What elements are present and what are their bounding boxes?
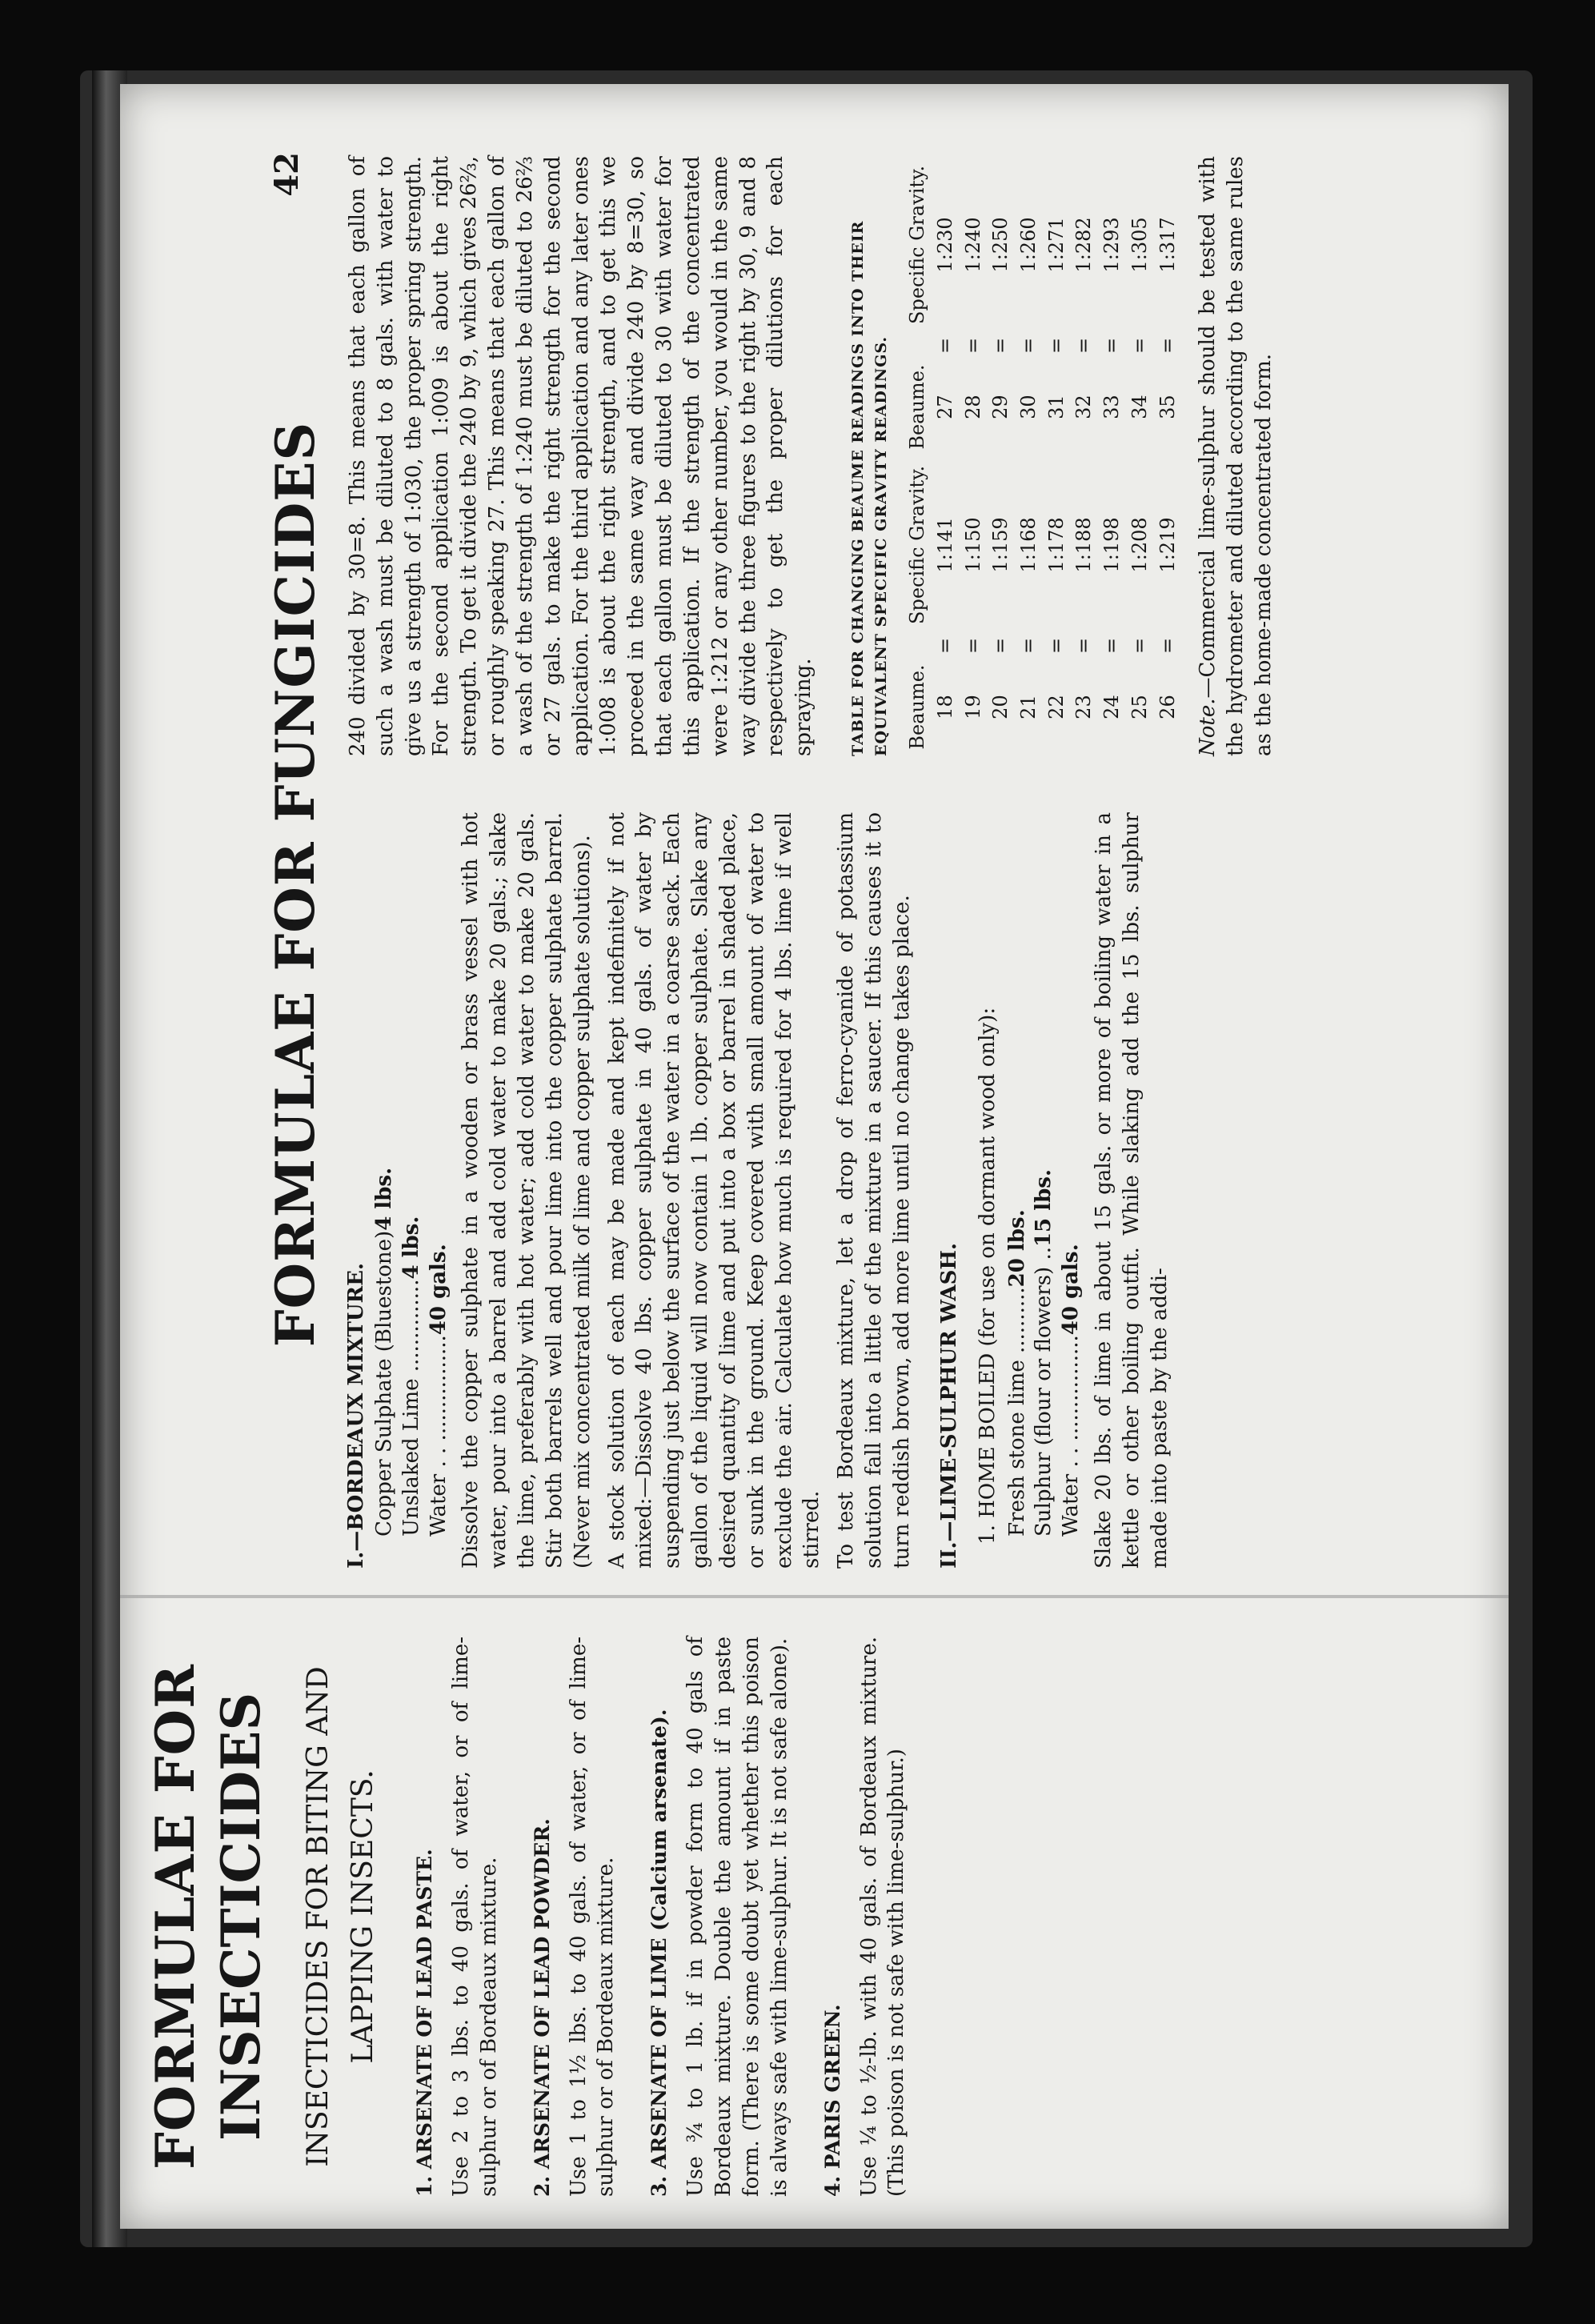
table-cell: 31 (1044, 395, 1068, 419)
table-cell: 1:250 (989, 217, 1012, 273)
table-row (960, 156, 988, 756)
beaume-table-title: TABLE FOR CHANGING BEAUME READINGS INTO THEIR EQUIVALENT SPECIFIC GRAVITY READINGS. (849, 220, 890, 756)
recipe-line: Fresh stone lime .......... 20 lbs. (1004, 1209, 1029, 1537)
column-header (904, 634, 932, 658)
table-cell: 28 (961, 395, 984, 419)
table-cell: 32 (1072, 395, 1096, 419)
table-cell: = (1044, 637, 1068, 655)
column-header: Beaume. (906, 664, 929, 750)
fungicides-panel (264, 152, 1276, 1569)
table-cell: = (961, 337, 984, 355)
table-cell: = (989, 337, 1012, 355)
table-row (1098, 156, 1126, 756)
note-text: —Commercial lime-sulphur should be tested with the hydrometer and diluted according to the same rules as the home-made concentrated form. (1196, 156, 1276, 756)
recipe-line: Unslaked Lime .............. 4 lbs. (399, 1216, 423, 1537)
table-cell: 1:188 (1072, 517, 1096, 573)
table-row (932, 156, 960, 756)
bordeaux-stock-solution: A stock solution of each may be made and kept indefinitely if not mixed:—Dissolve 40 lbs. copper sulphate in 40 gals. of water by suspending just below the surface of the water in a coarse sack. Each gallon of the liquid will now contain 1 lb. copper sulphate. Slake any desired quantity of lime and put into a box or barrel in shaded place, or sunk in the ground. Keep covered with small amount of water to exclude the air. Calculate how much is required for 4 lbs. lime if well stirred. (604, 812, 824, 1569)
fungicides-left-column (344, 812, 1180, 1569)
column-header (904, 334, 932, 358)
table-cell: 25 (1128, 695, 1151, 719)
fungicides-title: FORMULAE FOR FUNGICIDES (264, 421, 327, 1348)
table-cell: 1:208 (1128, 517, 1151, 573)
table-cell: 1:178 (1044, 517, 1068, 573)
insecticide-item (413, 1637, 503, 2197)
item-heading: 2. ARSENATE OF LEAD POWDER. (530, 1818, 554, 2197)
item-heading: 4. PARIS GREEN. (820, 2004, 844, 2197)
table-cell: = (1016, 637, 1040, 655)
lime-sulphur-heading: II.—LIME-SULPHUR WASH. (936, 1243, 961, 1569)
table-cell: = (933, 337, 956, 355)
table-cell: = (989, 637, 1012, 655)
table-cell: 1:317 (1156, 217, 1179, 273)
table-cell: 22 (1044, 695, 1068, 719)
table-cell: = (1072, 637, 1096, 655)
table-cell: = (933, 637, 956, 655)
table-cell: = (1128, 637, 1151, 655)
page-number: 42 (268, 152, 306, 197)
table-row (1070, 156, 1098, 756)
table-cell: = (1044, 337, 1068, 355)
table-cell: = (1072, 337, 1096, 355)
item-text: Use 1 to 1½ lbs. to 40 gals. of water, or of lime-sulphur or of Bordeaux mixture. (566, 1637, 619, 2197)
table-cell: = (1156, 337, 1179, 355)
table-cell: 34 (1128, 395, 1151, 419)
table-cell: = (1128, 337, 1151, 355)
book-page (120, 84, 1509, 2229)
table-cell: 1:305 (1128, 217, 1151, 273)
insecticide-item (531, 1637, 621, 2197)
table-cell: 1:293 (1100, 217, 1124, 273)
table-row (987, 156, 1015, 756)
bordeaux-instructions: Dissolve the copper sulphate in a wooden or brass vessel with hot water, pour into a barrel and add cold water to make 20 gals.; slake the lime, preferably with hot water; add cold water to make 20 gals. Stir both barrels well and pour lime into the copper sulphate barrel. (Never mix concentrated milk of lime and copper sulphate solutions). (459, 812, 595, 1569)
table-cell: 30 (1016, 395, 1040, 419)
bordeaux-recipe (371, 812, 452, 1537)
table-cell: 33 (1100, 395, 1124, 419)
table-cell: 1:141 (933, 517, 956, 573)
bordeaux-heading: I.—BORDEAUX MIXTURE. (344, 1263, 368, 1569)
recipe-line: Water . . ................ 40 gals. (1059, 1244, 1084, 1537)
table-cell: 21 (1016, 695, 1040, 719)
insecticide-item (647, 1637, 793, 2197)
table-cell: 1:150 (961, 517, 984, 573)
home-boiled-subheading: 1. HOME BOILED (for use on dormant wood only): (975, 1007, 1000, 1545)
lime-sulphur-recipe (1004, 812, 1085, 1537)
table-cell: 23 (1072, 695, 1096, 719)
insecticides-title-2: INSECTICIDES (210, 1692, 273, 2142)
table-cell: = (1156, 637, 1179, 655)
column-header: Beaume. (906, 364, 929, 450)
table-cell: 27 (933, 395, 956, 419)
table-cell: = (1100, 337, 1124, 355)
note-paragraph (1194, 156, 1277, 756)
note-label: Note. (1196, 698, 1220, 756)
item-text: Use 2 to 3 lbs. to 40 gals. of water, or of lime-sulphur or of Bordeaux mixture. (448, 1637, 501, 2197)
beaume-table (904, 156, 1181, 756)
column-header: Specific Gravity. (906, 165, 929, 324)
table-row (1043, 156, 1071, 756)
table-cell: = (961, 637, 984, 655)
table-cell: 1:219 (1156, 517, 1179, 573)
table-cell: 26 (1156, 695, 1179, 719)
table-cell: 1:230 (933, 217, 956, 273)
table-header-row (904, 156, 932, 756)
insecticides-panel (144, 1637, 917, 2197)
bordeaux-test: To test Bordeaux mixture, let a drop of ferro-cyanide of potassium solution fall into a little of the mixture in a saucer. If this causes it to turn reddish brown, add more lime until no change takes place. (834, 812, 914, 1569)
fungicides-right-column (344, 156, 1299, 756)
table-cell: 24 (1100, 695, 1124, 719)
table-cell: 1:282 (1072, 217, 1096, 273)
table-cell: 1:198 (1100, 517, 1124, 573)
item-text: Use ¾ to 1 lb. if in powder form to 40 gals of Bordeaux mixture. Double the amount if in paste form. (There is some doubt yet whether this poison is always safe with lime-sulphur. It is not safe alone). (683, 1637, 791, 2197)
table-cell: 1:271 (1044, 217, 1068, 273)
beaume-table-body (932, 156, 1181, 756)
table-cell: 19 (961, 695, 984, 719)
table-cell: 1:260 (1016, 217, 1040, 273)
table-cell: = (1100, 637, 1124, 655)
recipe-line: Copper Sulphate (Bluestone) 4 lbs. (372, 1167, 396, 1537)
table-cell: 35 (1156, 395, 1179, 419)
table-cell: 1:168 (1016, 517, 1040, 573)
page-divider (120, 1595, 1509, 1598)
table-cell: 18 (933, 695, 956, 719)
table-row (1154, 156, 1182, 756)
insecticides-section-heading: INSECTICIDES FOR BITING AND LAPPING INSECTS. (302, 1666, 380, 2167)
dilution-paragraph: 240 divided by 30=8. This means that each gallon of such a wash must be diluted to 8 gals. with water to give us a strength of 1:030, the proper spring strength. For the second application 1:009 is about the right strength. To get it divide the 240 by 9, which gives 26⅔, or roughly speaking 27. This means that each gallon of a wash of the strength of 1:240 must be diluted to 26⅔ or 27 gals. to make the right strength for the second application. For the third application and any later ones 1:008 is about the right strength, and to get this we proceed in the same way and divide 240 by 8=30, so that each gallon must be diluted to 30 with water for this application. If the strength of the concentrated were 1:212 or any other number, you would in the same way divide the three figures to the right by 30, 9 and 8 respectively to get the proper dilutions for each spraying. (346, 156, 816, 756)
column-header: Specific Gravity. (906, 465, 929, 624)
table-row (1126, 156, 1154, 756)
table-cell: 1:240 (961, 217, 984, 273)
table-cell: = (1016, 337, 1040, 355)
lime-sulphur-instructions: Slake 20 lbs. of lime in about 15 gals. or more of boiling water in a kettle or other boiling outfit. While slaking add the 15 lbs. sulphur made into paste by the addi- (1092, 812, 1172, 1569)
insecticides-title: FORMULAE FOR (144, 1664, 206, 2170)
table-cell: 29 (989, 395, 1012, 419)
table-cell: 20 (989, 695, 1012, 719)
item-heading: 3. ARSENATE OF LIME (Calcium arsenate). (647, 1709, 671, 2197)
item-text: Use ¼ to ½-lb. with 40 gals. of Bordeaux mixture. (This poison is not safe with lime-sulphur.) (856, 1637, 909, 2197)
item-heading: 1. ARSENATE OF LEAD PASTE. (412, 1849, 436, 2197)
recipe-line: Sulphur (flour or flowers) .. 15 lbs. (1032, 1169, 1056, 1537)
table-cell: 1:159 (989, 517, 1012, 573)
recipe-line: Water . . ................ 40 gals. (426, 1244, 451, 1537)
table-row (1015, 156, 1043, 756)
insecticide-item (821, 1637, 912, 2197)
